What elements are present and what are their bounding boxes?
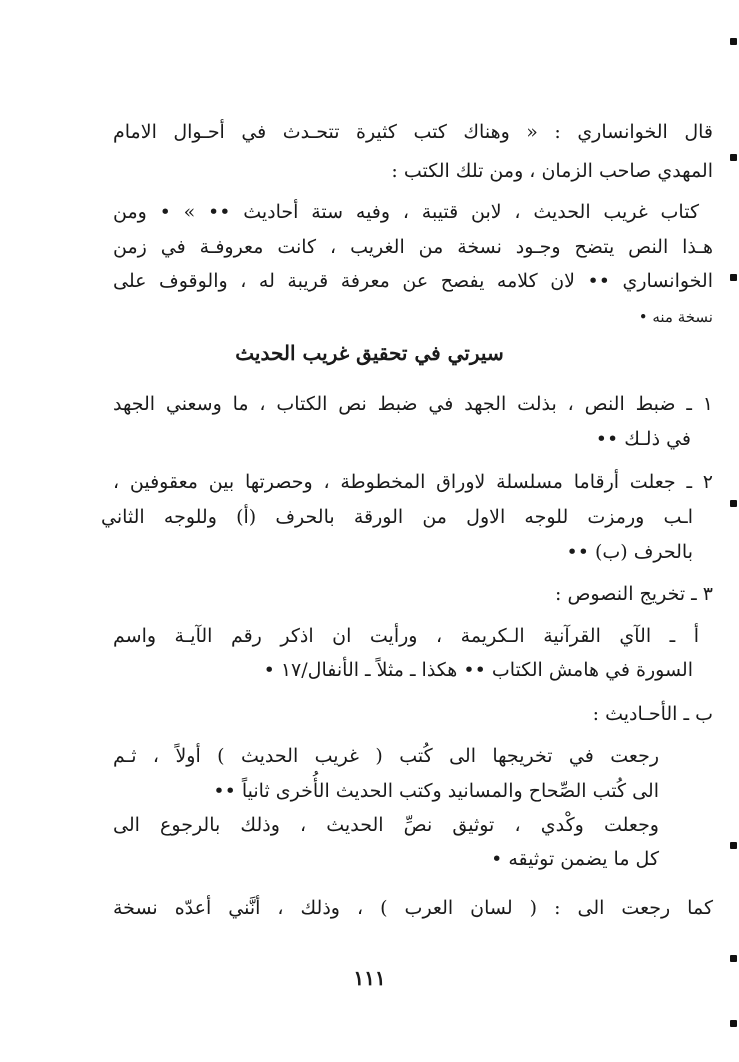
text-line: اـب ورمزت للوجه الاول من الورقة بالحرف (أ) وللوجه الثاني [101, 506, 693, 528]
margin-mark [730, 1020, 737, 1027]
text-line: بالحرف (ب) •• [566, 541, 693, 563]
sub-item: أ ـ الآي القرآنية الـكريمة ، ورأيت ان اذكر رقم الآيـة واسم [113, 625, 699, 647]
margin-mark [730, 955, 737, 962]
text-line: كما رجعت الى : ( لسان العرب ) ، وذلك ، أنَّني أعدّه نسخة [113, 897, 713, 919]
margin-mark [730, 154, 737, 161]
page-number: ١١١ [353, 966, 386, 990]
text-line: نسخة منه • [638, 308, 713, 326]
text-line: الى كُتب الصِّحاح والمسانيد وكتب الحديث الأُخرى ثانياً •• [213, 780, 659, 802]
text-line: كل ما يضمن توثيقه • [491, 848, 659, 870]
section-heading: سيرتي في تحقيق غريب الحديث [235, 341, 504, 365]
text-line: السورة في هامش الكتاب •• هكذا ـ مثلاً ـ الأنفال/١٧ • [263, 659, 693, 681]
text-line: في ذلـك •• [595, 428, 691, 450]
margin-mark [730, 842, 737, 849]
text-line: قال الخوانساري : « وهناك كتب كثيرة تتحـدث في أحـوال الامام [113, 121, 713, 143]
text-line: وجعلت وكْدي ، توثيق نصِّ الحديث ، وذلك بالرجوع الى [113, 814, 659, 836]
text-line: رجعت في تخريجها الى كُتب ( غريب الحديث ) أولاً ، ثـم [113, 745, 659, 767]
margin-mark [730, 500, 737, 507]
text-line: كتاب غريب الحديث ، لابن قتيبة ، وفيه ستة أحاديث •• » • ومن [113, 201, 699, 223]
margin-mark [730, 274, 737, 281]
text-line: المهدي صاحب الزمان ، ومن تلك الكتب : [391, 160, 713, 182]
list-item: ٣ ـ تخريج النصوص : [555, 583, 713, 605]
list-item: ١ ـ ضبط النص ، بذلت الجهد في ضبط نص الكتاب ، ما وسعني الجهد [113, 393, 713, 415]
text-line: الخوانساري •• لان كلامه يفصح عن معرفة قريبة له ، والوقوف على [113, 270, 713, 292]
margin-mark [730, 38, 737, 45]
list-item: ٢ ـ جعلت أرقاما مسلسلة لاوراق المخطوطة ، وحصرتها بين معقوفين ، [113, 471, 713, 493]
sub-item: ب ـ الأحـاديث : [592, 703, 713, 725]
text-line: هـذا النص يتضح وجـود نسخة من الغريب ، كانت معروفـة في زمن [113, 236, 713, 258]
